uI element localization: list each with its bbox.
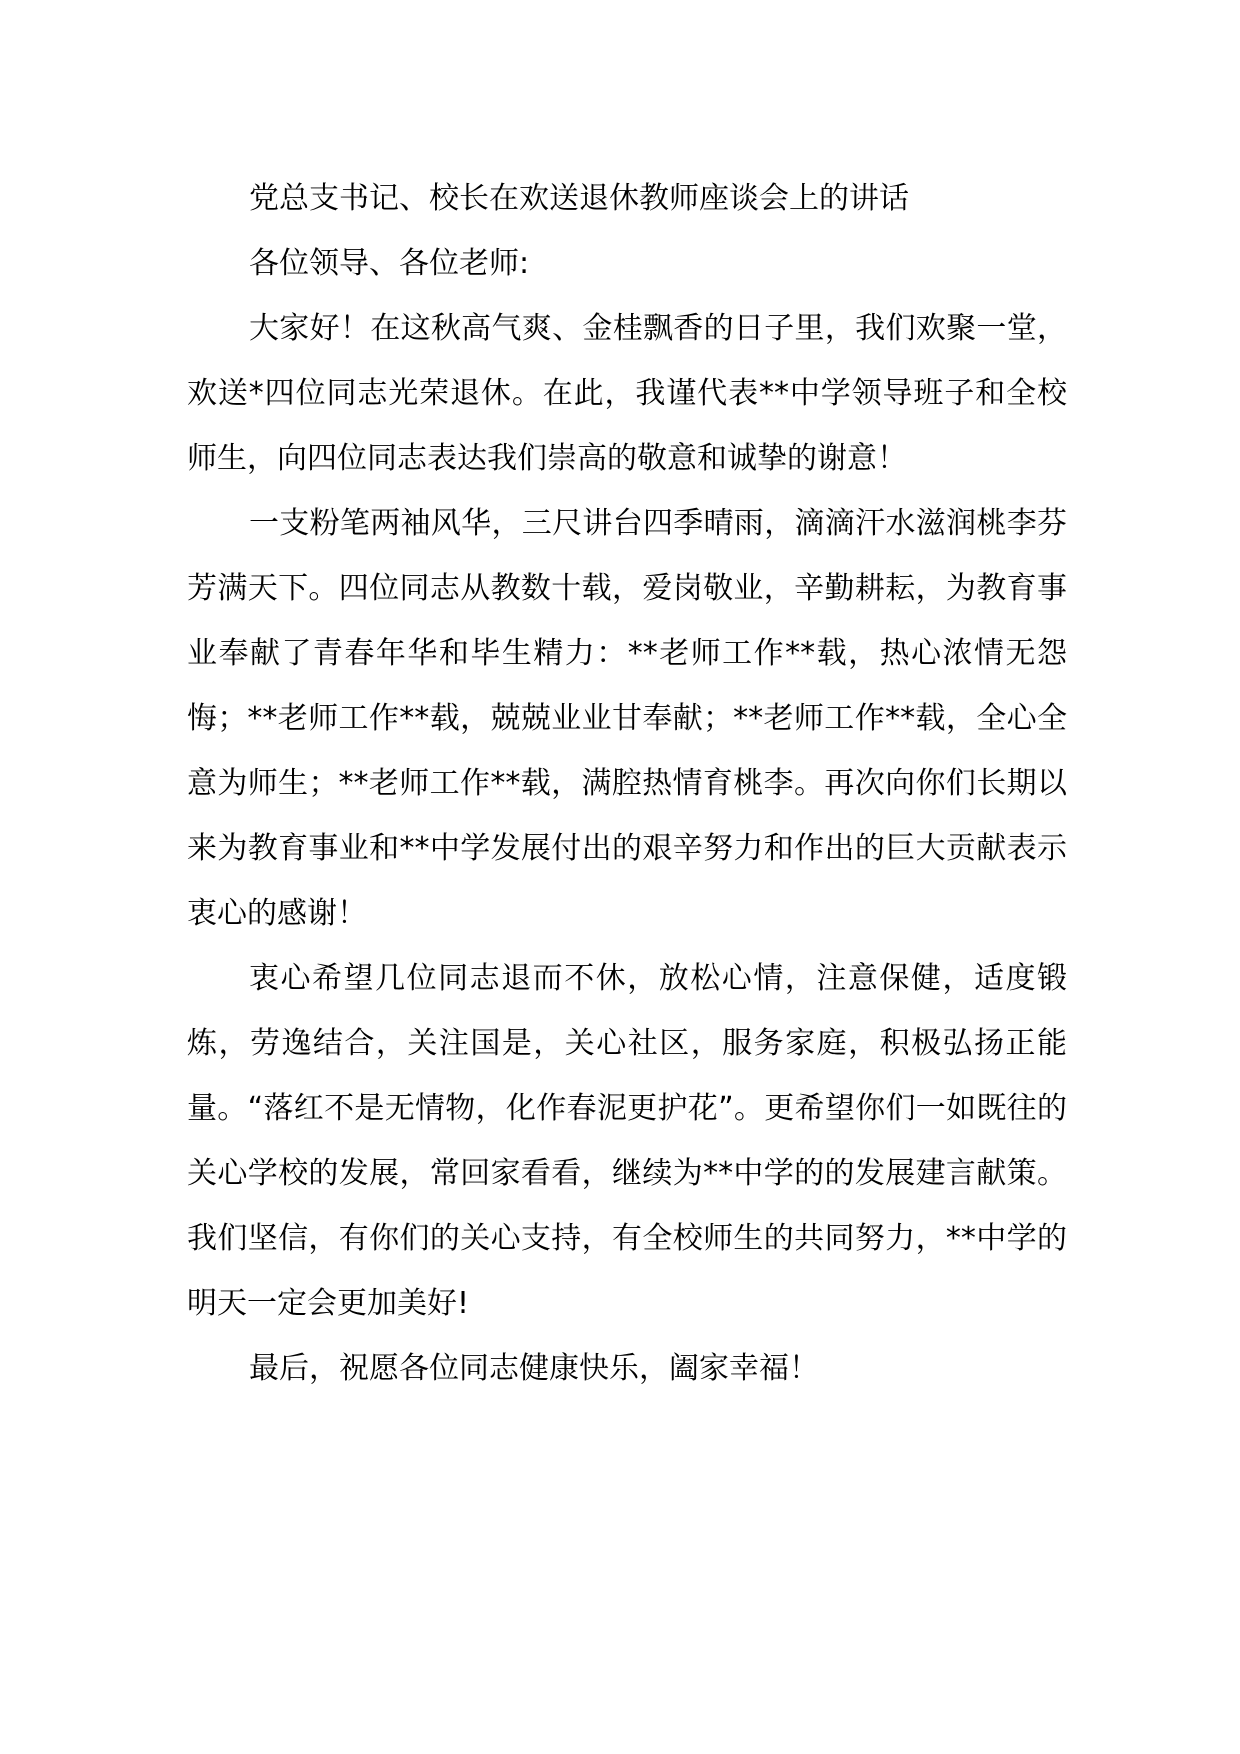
salutation: 各位领导、各位老师: bbox=[249, 246, 530, 281]
paragraph-tribute: 一支粉笔两袖风华，三尺讲台四季晴雨，滴滴汗水滋润桃李芬芳满天下。四位同志从教数十载，爱岗敬业，辛勤耕耘，为教育事业奉献了青春年华和毕生精力：**老师工作**载，热心浓情无怨悔；**老师工作**载，兢兢业业甘奉献；**老师工作**载，全心全意为师生；**老师工作**载，满腔热情育桃李。再次向你们长期以来为教育事业和**中学发展付出的艰辛努力和作出的巨大贡献表示衷心的感谢！ bbox=[187, 506, 1067, 931]
paragraph-wishes: 衷心希望几位同志退而不休，放松心情，注意保健，适度锻炼，劳逸结合，关注国是，关心社区，服务家庭，积极弘扬正能量。“落红不是无情物，化作春泥更护花”。更希望你们一如既往的关心学校的发展，常回家看看，继续为**中学的的发展建言献策。我们坚信，有你们的关心支持，有全校师生的共同努力，**中学的明天一定会更加美好! bbox=[187, 961, 1067, 1321]
document-body bbox=[187, 166, 1067, 1401]
speech-title: 党总支书记、校长在欢送退休教师座谈会上的讲话 bbox=[249, 181, 909, 216]
paragraph-closing: 最后，祝愿各位同志健康快乐，阖家幸福！ bbox=[249, 1351, 819, 1386]
paragraph-greeting: 大家好！在这秋高气爽、金桂飘香的日子里，我们欢聚一堂，欢送*四位同志光荣退休。在此，我谨代表**中学领导班子和全校师生，向四位同志表达我们崇高的敬意和诚挚的谢意！ bbox=[187, 311, 1067, 476]
